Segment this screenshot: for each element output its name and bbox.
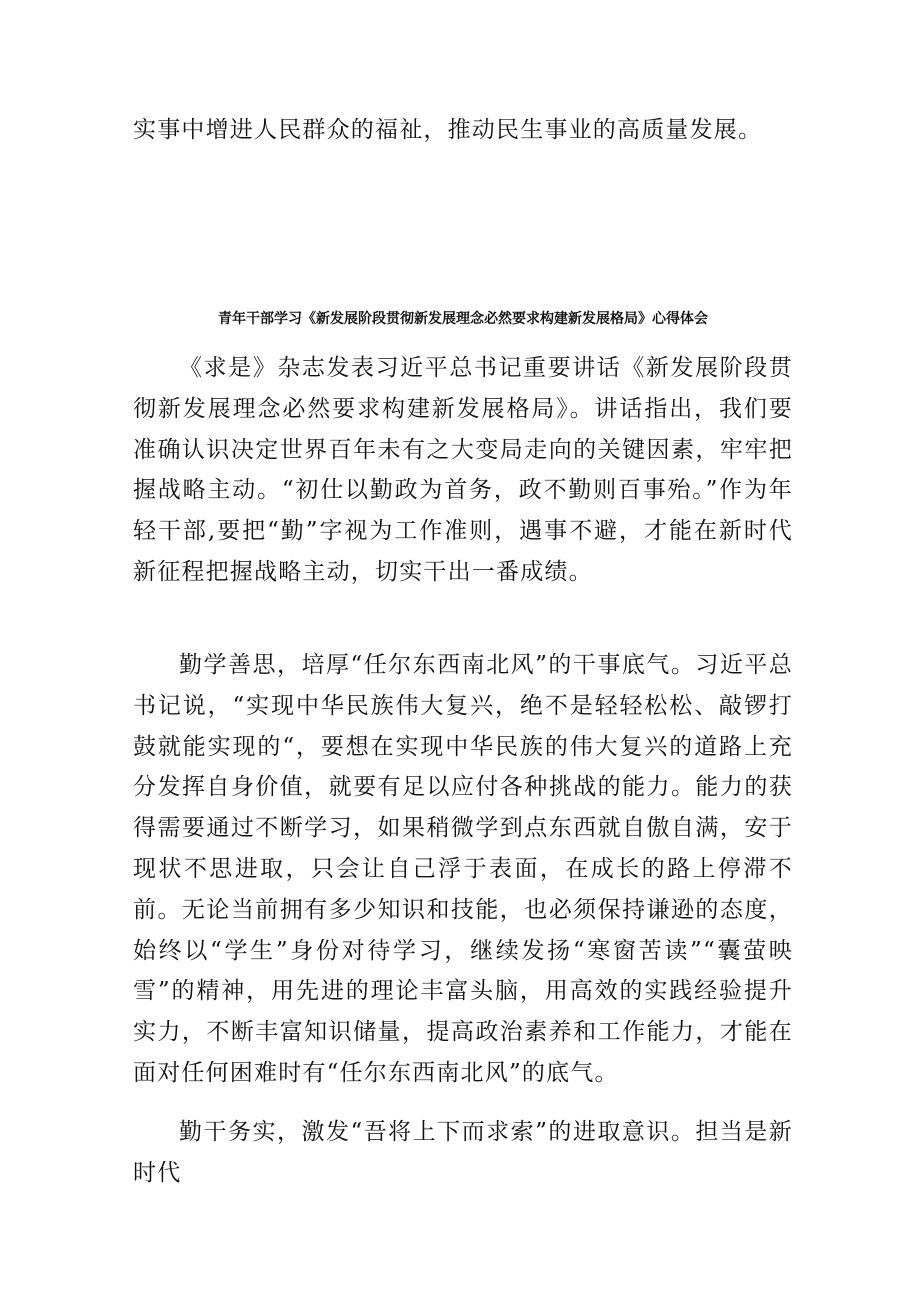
body-paragraph-3: 勤干务实，激发“吾将上下而求索”的进取意识。担当是新时代 xyxy=(133,1119,793,1186)
article-title: 青年干部学习《新发展阶段贯彻新发展理念必然要求构建新发展格局》心得体会 xyxy=(218,311,708,327)
body-paragraph-2: 勤学善思，培厚“任尔东西南北风”的干事底气。习近平总书记说，“实现中华民族伟大复兴，绝不是轻轻松松、敲锣打鼓就能实现的“，要想在实现中华民族的伟大复兴的道路上充分发挥自身价值，就要有足以应付各种挑战的能力。能力的获得需要通过不断学习，如果稍微学到点东西就自傲自满，安于现状不思进取，只会让自己浮于表面，在成长的路上停滞不前。无论当前拥有多少知识和技能，也必须保持谦逊的态度，始终以“学生”身份对待学习，继续发扬“寒窗苦读”“囊萤映雪”的精神，用先进的理论丰富头脑，用高效的实践经验提升实力，不断丰富知识储量，提高政治素养和工作能力，才能在面对任何困难时有“任尔东西南北风”的底气。 xyxy=(133,652,793,1086)
continuation-paragraph: 实事中增进人民群众的福祉，推动民生事业的高质量发展。 xyxy=(133,117,763,143)
body-paragraph-1: 《求是》杂志发表习近平总书记重要讲话《新发展阶段贯彻新发展理念必然要求构建新发展格局》。讲话指出，我们要准确认识决定世界百年未有之大变局走向的关键因素，牢牢把握战略主动。“初仕以勤政为首务，政不勤则百事殆。”作为年轻干部,要把“勤”字视为工作准则，遇事不避，才能在新时代新征程把握战略主动，切实干出一番成绩。 xyxy=(133,355,793,585)
